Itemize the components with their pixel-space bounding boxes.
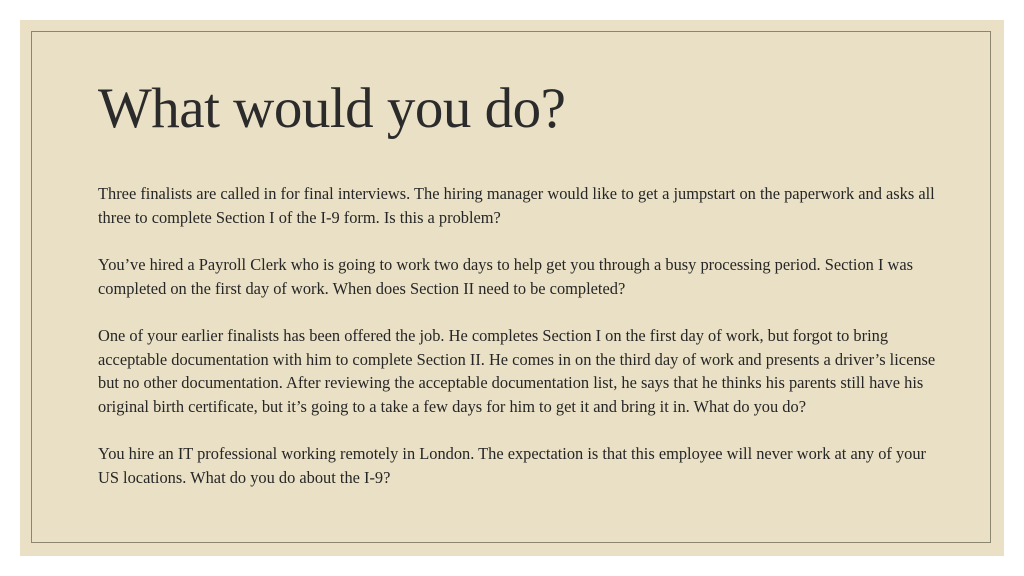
slide (20, 20, 1004, 556)
scenario-paragraph-4: You hire an IT professional working remotely in London. The expectation is that this employee will never work at any of your US locations. What do you do about the I-9? (98, 444, 927, 487)
slide-title: What would you do? (98, 77, 566, 140)
scenario-paragraph-1: Three finalists are called in for final interviews. The hiring manager would like to get a jumpstart on the paperwork and asks all three to complete Section I of the I-9 form. Is this a problem? (98, 184, 935, 227)
scenario-paragraph-3: One of your earlier finalists has been offered the job. He completes Section I on the first day of work, but forgot to bring acceptable documentation with him to complete Section II. He comes in on the third day of work and presents a driver’s license but no other documentation. After reviewing the acceptable documentation list, he says that he thinks his parents still have his original birth certificate, but it’s going to a take a few days for him to get it and bring it in. What do you do? (98, 326, 936, 416)
slide-body (98, 182, 938, 513)
scenario-paragraph-2: You’ve hired a Payroll Clerk who is going to work two days to help get you through a busy processing period. Section I was completed on the first day of work. When does Section II need to be completed? (98, 255, 914, 298)
